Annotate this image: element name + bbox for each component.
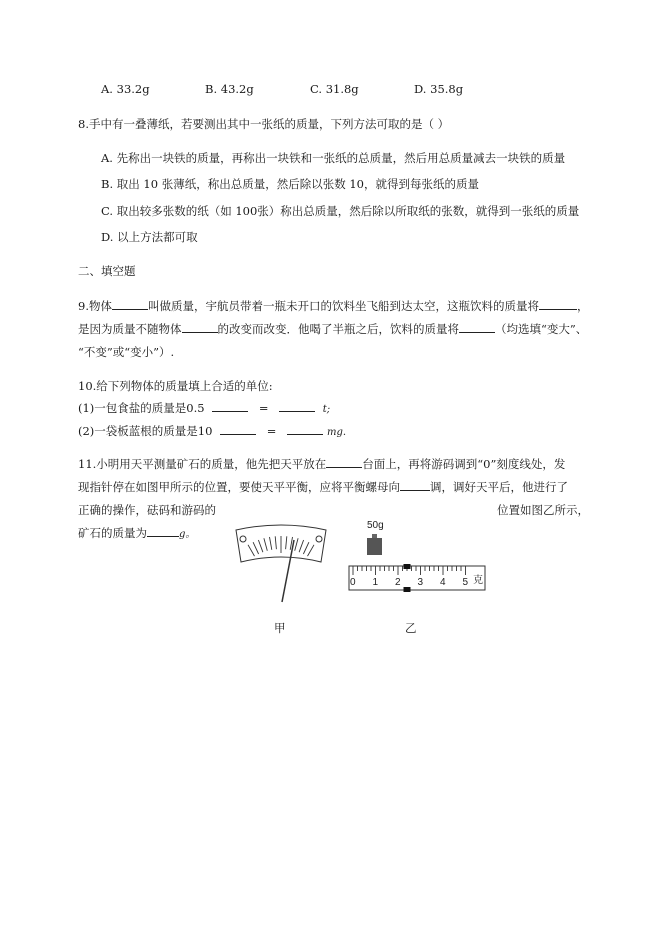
- q11-blank-2[interactable]: [400, 479, 430, 491]
- dial-tick: [299, 540, 304, 552]
- option-a: A. 33.2g: [101, 82, 150, 96]
- q8-option-b: B. 取出 10 张薄纸，称出总质量，然后除以张数 10，就得到每张纸的质量: [101, 177, 479, 191]
- option-c: C. 31.8g: [310, 82, 359, 96]
- q9-line1: 9.物体 叫做质量，宇航员带着一瓶未开口的饮料坐飞船到达太空，这瓶饮料的质量将 ，: [78, 299, 589, 313]
- scale-tick-label: 2: [395, 577, 401, 588]
- q10-blank-1[interactable]: [212, 400, 248, 412]
- dial-ticks: [248, 536, 314, 556]
- q11-line2: 现指针停在如图甲所示的位置，要使天平平衡，应将平衡螺母向 调，调好天平后，他进行了: [78, 480, 568, 494]
- rider-top: [404, 564, 411, 569]
- balance-dial-figure: [226, 522, 336, 612]
- weight-knob: [372, 534, 377, 538]
- q11-line3b: 位置如图乙所示，: [497, 503, 589, 517]
- option-b: B. 43.2g: [205, 82, 254, 96]
- dial-tick: [248, 545, 255, 556]
- q11-line3a: 正确的操作，砝码和游码的: [78, 503, 216, 517]
- dial-tick: [253, 542, 259, 554]
- dial-tick: [295, 538, 298, 551]
- scale-tick-label: 3: [417, 577, 424, 588]
- q8-stem: 8.手中有一叠薄纸，若要测出其中一张纸的质量，下列方法可取的是（ ）: [78, 117, 450, 131]
- dial-tick: [270, 537, 272, 550]
- q10-line2: (2)一袋板蓝根的质量是10 = mg.: [78, 424, 347, 438]
- q8-option-d: D. 以上方法都可取: [101, 230, 198, 244]
- figure-a-caption: 甲: [274, 621, 286, 635]
- q10-stem: 10.给下列物体的质量填上合适的单位:: [78, 379, 273, 393]
- scale-ticks: [350, 566, 469, 588]
- q9-blank-1[interactable]: [112, 298, 148, 310]
- scale-tick-label: 1: [372, 577, 379, 588]
- dial-tick: [264, 538, 267, 551]
- q9-blank-3[interactable]: [182, 321, 218, 333]
- figure-b-caption: 乙: [405, 621, 417, 635]
- dial-tick: [258, 540, 263, 552]
- q11-line4: 矿石的质量为 g。: [78, 526, 196, 540]
- scale-tick-label: 0: [350, 577, 356, 588]
- dial-screw-left: [240, 536, 246, 542]
- q11-blank-1[interactable]: [326, 456, 362, 468]
- q9-blank-2[interactable]: [539, 298, 577, 310]
- rider-bottom: [404, 587, 411, 592]
- q10-blank-4[interactable]: [287, 423, 323, 435]
- weight-scale-figure: [345, 516, 495, 596]
- dial-tick: [275, 536, 276, 549]
- option-d: D. 35.8g: [414, 82, 464, 96]
- scale-tick-label: 5: [462, 577, 469, 588]
- q10-line1: (1)一包食盐的质量是0.5 = t;: [78, 401, 331, 415]
- section-title: 二、填空题: [78, 264, 136, 278]
- scale-unit: 克: [473, 575, 483, 586]
- q10-blank-3[interactable]: [220, 423, 256, 435]
- q8-option-a: A. 先称出一块铁的质量，再称出一块铁和一张纸的总质量，然后用总质量减去一块铁的质量: [101, 151, 566, 165]
- q10-blank-2[interactable]: [279, 400, 315, 412]
- dial-tick: [286, 536, 287, 549]
- q9-line2: 是因为质量不随物体 的改变而改变．他喝了半瓶之后，饮料的质量将 （均选填“变大”、: [78, 322, 588, 336]
- q11-line1: 11.小明用天平测量矿石的质量，他先把天平放在 台面上，再将游码调到“0”刻度线处，发: [78, 457, 566, 471]
- q9-blank-4[interactable]: [459, 321, 495, 333]
- weight-label: 50g: [367, 520, 384, 531]
- dial-pointer: [282, 540, 294, 602]
- dial-tick: [308, 545, 315, 556]
- scale-tick-label: 4: [440, 577, 446, 588]
- q8-option-c: C. 取出较多张数的纸（如 100张）称出总质量，然后除以所取纸的张数，就得到一张纸的质量: [101, 204, 580, 218]
- q11-blank-3[interactable]: [147, 525, 179, 537]
- weight-block: [367, 538, 382, 555]
- dial-screw-right: [316, 536, 322, 542]
- q9-line3: “不变”或“变小”）.: [78, 345, 175, 359]
- dial-tick: [303, 542, 309, 554]
